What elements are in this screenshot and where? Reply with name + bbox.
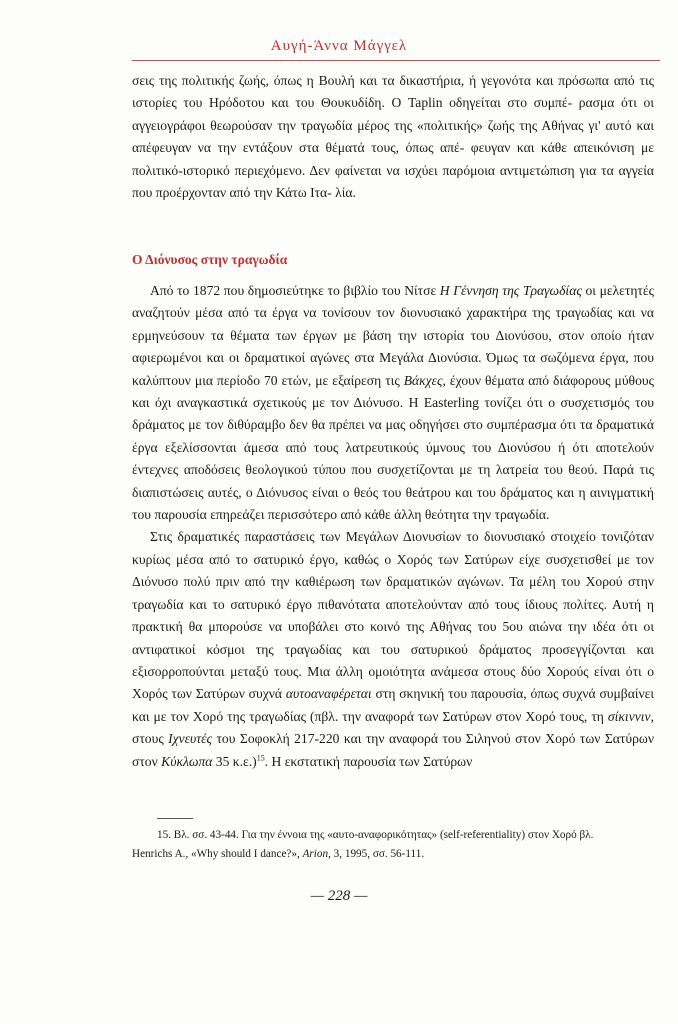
running-head: Αυγή-Άννα Μάγγελ — [270, 38, 408, 54]
text-line: ισχύει παρόμοια αντιμετώπιση για τα αγγεία που προέρχονταν από την Κάτω Ιτα- — [132, 162, 654, 201]
footnote-line: 15. Βλ. σσ. 43-44. Για την έννοια της «αυτο-αναφορικότητας» (self-referentiality) στον Χορό βλ. — [157, 829, 594, 841]
italic-word: σίκιννιν — [607, 708, 651, 724]
page-number: — 228 — — [310, 888, 368, 904]
text-line: σεις της πολιτικής ζωής, όπως η Βουλή και τα δικαστήρια, ή γεγονότα και πρόσωπα — [132, 73, 609, 88]
paragraph-nietzsche: Από το 1872 που δημοσιεύτηκε το βιβλίο του Νίτσε Η Γέννηση της Τραγωδίας οι μελετητές αναζητούν μέσα από τα έργα να τονίσουν τον διονυσιακό χαρακτήρα της τραγωδίας και να ερμηνεύσουν τα θέματα των έργων με βάση την ιστορία του Διονύσου, στον οποίο ήταν αφιερωμένοι και οι δραματικοί αγώνες στα Μεγάλα Διονύσια. Όμως τα σωζόμενα έργα, που καλύπτουν μια περίοδο 70 ετών, με εξαίρεση τις Βάκχες, έχουν θέματα από διάφορους μύθους και όχι αναγκαστικά σχετικούς με τον Διόνυσο. Η Easterling τονίζει ότι ο συσχετισμός του δράματος με τον διθύραμβο δεν θα πρέπει να μας οδηγήσει στο συμπέρασμα ότι τα δραματικά έργα εξελίσσονται άμεσα από τους λατρευτικούς ύμνους του Διονύσου ή ότι αποτελούν έντεχνες αποδόσεις θεολογικού τύπου που συσχετίζονται με τη λατρεία του θεού. Παρά τις διαπιστώσεις αυτές, ο Διόνυσος είναι ο θεός του θεάτρου και του δράματος και η αινιγματική του παρουσία επηρεάζει περισσότερο από κάθε άλλη θεότητα την τραγωδία. — [132, 283, 654, 523]
footnote-reference[interactable]: 15 — [256, 753, 265, 762]
header-rule — [132, 60, 660, 61]
text-line: από τις ιστορίες του Ηρόδοτου και του Θουκυδίδη. Ο Taplin οδηγείται στο συμπέ- — [132, 73, 654, 111]
play-title: Κύκλωπα — [161, 753, 213, 769]
main-body — [132, 280, 654, 773]
text-line: λία. — [335, 185, 356, 201]
footnote-rule — [157, 818, 193, 819]
play-title: Ιχνευτές — [168, 731, 213, 747]
intro-paragraph — [132, 70, 654, 204]
journal-title: Arion — [302, 848, 329, 860]
italic-term: αυτοαναφέρεται — [285, 686, 372, 702]
text-line: της Αθήνας γι' αυτό και απέφευγαν να την εντάξουν στα θέματά τους, όπως απέ- — [132, 117, 655, 156]
text-line: ρασμα ότι οι αγγειογράφοι θεωρούσαν την τραγωδία μέρος της «πολιτικής» ζωής — [132, 95, 655, 133]
play-title: Βάκχες — [403, 372, 443, 388]
paragraph-satyrs: Στις δραματικές παραστάσεις των Μεγάλων Διονυσίων το διονυσιακό στοιχείο τονιζόταν κυρίως μέσα από το σατυρικό έργο, καθώς ο Χορός των Σατύρων είχε συσχετισθεί με τον Διόνυσο πολύ πριν από την καθιέρωση των δραματικών αγώνων. Τα μέλη του Χορού στην τραγωδία και το σατυρικό έργο πιθανότατα αποτελούνταν από τους ίδιους πολίτες. Αυτή η πρακτική θα μπορούσε να υποβάλει στο κοινό της Αθήνας του 5ου αιώνα την ιδέα ότι οι αντιφατικοί κόσμοι της τραγωδίας και του σατυρικού δράματος προσεγγίζονται και εξισορροπούνται μεταξύ τους. Μια άλλη ομοιότητα ανάμεσα στους δύο Χορούς είναι ότι ο Χορός των Σατύρων συχνά αυτοαναφέρεται στη σκηνική του παρουσία, όπως συχνά συμβαίνει και με τον Χορό της τραγωδίας (πβλ. την αναφορά των Σατύρων στον Χορό τους, τη σίκιννιν, στους Ιχνευτές του Σοφοκλή 217-220 και την αναφορά του Σιληνού στον Χορό των Σατύρων στον Κύκλωπα 35 κ.ε.)$^{15}$. Η εκστατική παρουσία των Σατύρων — [132, 529, 654, 769]
section-heading: Ο Διόνυσος στην τραγωδία — [132, 252, 288, 267]
book-title: Η Γέννηση της Τραγωδίας — [439, 283, 582, 298]
text-line: φευγαν και κάθε απεικόνιση με πολιτικό-ιστορικό περιεχόμενο. Δεν φαίνεται να — [132, 140, 654, 178]
footnote — [132, 826, 654, 864]
footnote-line: Henrichs A., «Why should I dance?», Arion, 3, 1995, σσ. 56-111. — [132, 848, 425, 860]
